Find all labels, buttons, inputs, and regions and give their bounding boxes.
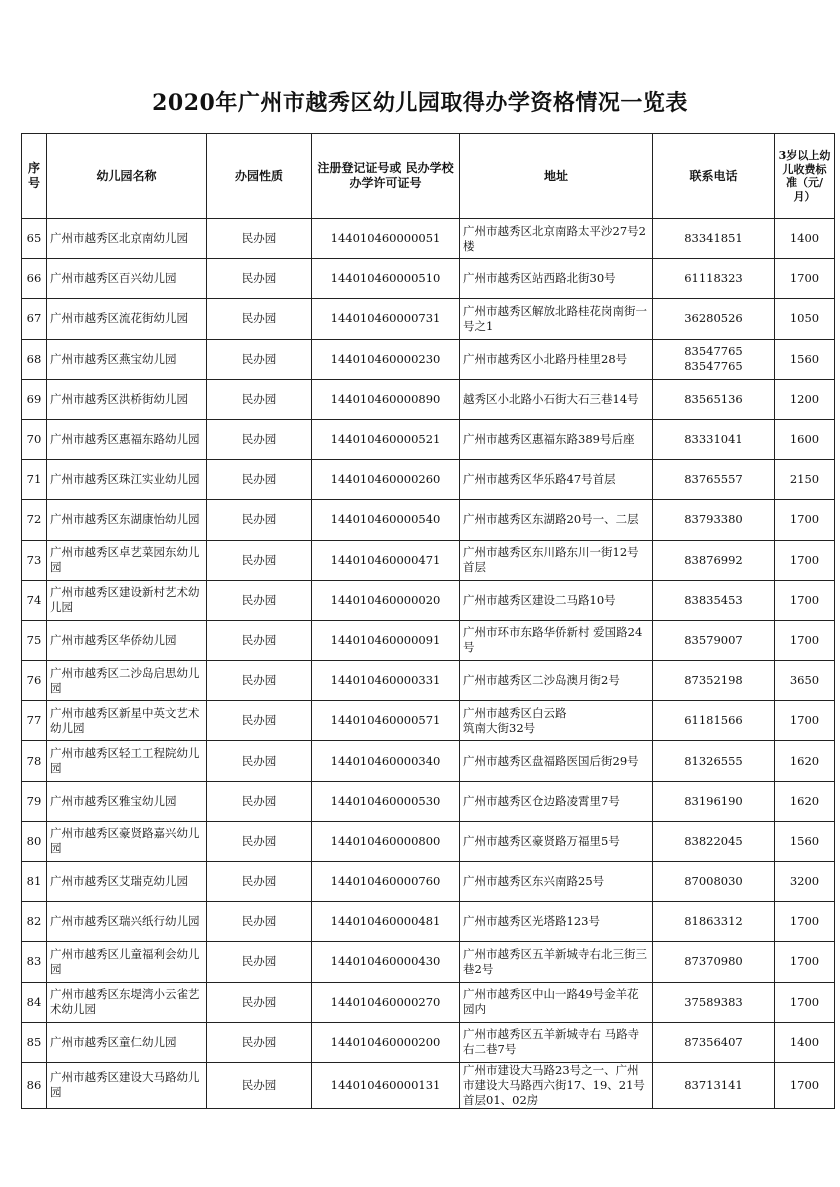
row-license: 144010460000260 <box>312 460 460 500</box>
row-fee: 1700 <box>775 580 835 620</box>
row-type: 民办园 <box>207 379 312 419</box>
kindergarten-table <box>21 133 835 1109</box>
row-seq: 73 <box>22 540 47 580</box>
table-row <box>22 701 835 741</box>
row-phone: 87370980 <box>653 942 775 982</box>
row-address: 越秀区小北路小石街大石三巷14号 <box>460 379 653 419</box>
row-phone: 83835453 <box>653 580 775 620</box>
row-type: 民办园 <box>207 701 312 741</box>
row-seq: 69 <box>22 379 47 419</box>
row-address: 广州市越秀区盘福路医国后街29号 <box>460 741 653 781</box>
row-phone: 83341851 <box>653 219 775 259</box>
table-row <box>22 500 835 540</box>
table-row <box>22 781 835 821</box>
row-type: 民办园 <box>207 1062 312 1108</box>
row-seq: 65 <box>22 219 47 259</box>
row-address: 广州市越秀区北京南路太平沙27号2楼 <box>460 219 653 259</box>
row-license: 144010460000800 <box>312 821 460 861</box>
row-fee: 1700 <box>775 620 835 660</box>
row-phone: 83547765 83547765 <box>653 339 775 379</box>
row-name: 广州市越秀区建设新村艺术幼儿园 <box>47 580 207 620</box>
table-row <box>22 661 835 701</box>
row-address: 广州市越秀区东湖路20号一、二层 <box>460 500 653 540</box>
row-seq: 75 <box>22 620 47 660</box>
row-phone: 87008030 <box>653 862 775 902</box>
row-type: 民办园 <box>207 821 312 861</box>
row-phone: 83565136 <box>653 379 775 419</box>
table-row <box>22 339 835 379</box>
row-phone: 87356407 <box>653 1022 775 1062</box>
row-phone: 81326555 <box>653 741 775 781</box>
row-license: 144010460000091 <box>312 620 460 660</box>
table-row <box>22 460 835 500</box>
row-phone: 83765557 <box>653 460 775 500</box>
row-name: 广州市越秀区燕宝幼儿园 <box>47 339 207 379</box>
row-fee: 1700 <box>775 701 835 741</box>
row-address: 广州市越秀区二沙岛澳月街2号 <box>460 661 653 701</box>
row-name: 广州市越秀区惠福东路幼儿园 <box>47 419 207 459</box>
row-fee: 1700 <box>775 259 835 299</box>
table-row <box>22 1062 835 1108</box>
row-type: 民办园 <box>207 982 312 1022</box>
row-fee: 1620 <box>775 781 835 821</box>
row-name: 广州市越秀区流花街幼儿园 <box>47 299 207 339</box>
row-license: 144010460000340 <box>312 741 460 781</box>
table-row <box>22 379 835 419</box>
row-fee: 1700 <box>775 902 835 942</box>
row-license: 144010460000200 <box>312 1022 460 1062</box>
row-phone: 83579007 <box>653 620 775 660</box>
table-row <box>22 1022 835 1062</box>
table-row <box>22 942 835 982</box>
row-address: 广州市越秀区华乐路47号首层 <box>460 460 653 500</box>
row-license: 144010460000530 <box>312 781 460 821</box>
row-address: 广州市越秀区中山一路49号金羊花园内 <box>460 982 653 1022</box>
row-name: 广州市越秀区建设大马路幼儿园 <box>47 1062 207 1108</box>
row-name: 广州市越秀区新星中英文艺术幼儿园 <box>47 701 207 741</box>
row-seq: 66 <box>22 259 47 299</box>
row-phone: 83713141 <box>653 1062 775 1108</box>
row-address: 广州市越秀区光塔路123号 <box>460 902 653 942</box>
header-type: 办园性质 <box>207 134 312 219</box>
table-row <box>22 299 835 339</box>
row-license: 144010460000571 <box>312 701 460 741</box>
row-license: 144010460000430 <box>312 942 460 982</box>
row-fee: 1700 <box>775 540 835 580</box>
row-type: 民办园 <box>207 460 312 500</box>
row-fee: 3650 <box>775 661 835 701</box>
row-type: 民办园 <box>207 500 312 540</box>
row-phone: 37589383 <box>653 982 775 1022</box>
row-address: 广州市建设大马路23号之一、广州市建设大马路西六街17、19、21号首层01、02房 <box>460 1062 653 1108</box>
row-license: 144010460000890 <box>312 379 460 419</box>
row-license: 144010460000331 <box>312 661 460 701</box>
row-seq: 76 <box>22 661 47 701</box>
row-seq: 67 <box>22 299 47 339</box>
row-type: 民办园 <box>207 580 312 620</box>
row-type: 民办园 <box>207 620 312 660</box>
row-license: 144010460000020 <box>312 580 460 620</box>
header-fee: 3岁以上幼儿收费标准（元/月） <box>775 134 835 219</box>
table-row <box>22 259 835 299</box>
row-name: 广州市越秀区雅宝幼儿园 <box>47 781 207 821</box>
row-address: 广州市越秀区白云路 筑南大街32号 <box>460 701 653 741</box>
table-row <box>22 862 835 902</box>
row-type: 民办园 <box>207 419 312 459</box>
row-seq: 86 <box>22 1062 47 1108</box>
row-fee: 1620 <box>775 741 835 781</box>
row-name: 广州市越秀区华侨幼儿园 <box>47 620 207 660</box>
row-type: 民办园 <box>207 339 312 379</box>
row-fee: 1560 <box>775 821 835 861</box>
row-phone: 83331041 <box>653 419 775 459</box>
row-fee: 1700 <box>775 942 835 982</box>
header-row <box>22 134 835 219</box>
row-fee: 1560 <box>775 339 835 379</box>
row-type: 民办园 <box>207 781 312 821</box>
row-type: 民办园 <box>207 661 312 701</box>
table-row <box>22 419 835 459</box>
row-license: 144010460000510 <box>312 259 460 299</box>
table-row <box>22 620 835 660</box>
table-row <box>22 580 835 620</box>
row-name: 广州市越秀区艾瑞克幼儿园 <box>47 862 207 902</box>
row-license: 144010460000230 <box>312 339 460 379</box>
row-name: 广州市越秀区卓艺菜园东幼儿园 <box>47 540 207 580</box>
header-phone: 联系电话 <box>653 134 775 219</box>
row-type: 民办园 <box>207 942 312 982</box>
row-seq: 77 <box>22 701 47 741</box>
row-license: 144010460000540 <box>312 500 460 540</box>
row-address: 广州市越秀区东兴南路25号 <box>460 862 653 902</box>
row-license: 144010460000471 <box>312 540 460 580</box>
row-phone: 83876992 <box>653 540 775 580</box>
header-seq: 序 号 <box>22 134 47 219</box>
row-fee: 1700 <box>775 500 835 540</box>
row-address: 广州市越秀区仓边路凌霄里7号 <box>460 781 653 821</box>
row-seq: 79 <box>22 781 47 821</box>
table-row <box>22 540 835 580</box>
row-fee: 1200 <box>775 379 835 419</box>
row-fee: 1700 <box>775 1062 835 1108</box>
row-license: 144010460000731 <box>312 299 460 339</box>
row-type: 民办园 <box>207 299 312 339</box>
row-name: 广州市越秀区二沙岛启思幼儿园 <box>47 661 207 701</box>
row-name: 广州市越秀区儿童福利会幼儿园 <box>47 942 207 982</box>
row-name: 广州市越秀区北京南幼儿园 <box>47 219 207 259</box>
row-name: 广州市越秀区珠江实业幼儿园 <box>47 460 207 500</box>
row-fee: 1400 <box>775 219 835 259</box>
row-seq: 81 <box>22 862 47 902</box>
table-row <box>22 902 835 942</box>
row-name: 广州市越秀区轻工工程院幼儿园 <box>47 741 207 781</box>
row-type: 民办园 <box>207 219 312 259</box>
table-row <box>22 821 835 861</box>
row-fee: 2150 <box>775 460 835 500</box>
row-license: 144010460000481 <box>312 902 460 942</box>
row-name: 广州市越秀区东湖康怡幼儿园 <box>47 500 207 540</box>
row-fee: 1050 <box>775 299 835 339</box>
table-row <box>22 219 835 259</box>
row-seq: 72 <box>22 500 47 540</box>
row-address: 广州市越秀区五羊新城寺右北三街三巷2号 <box>460 942 653 982</box>
row-license: 144010460000270 <box>312 982 460 1022</box>
row-address: 广州市越秀区小北路丹桂里28号 <box>460 339 653 379</box>
row-address: 广州市越秀区东川路东川一街12号首层 <box>460 540 653 580</box>
row-seq: 85 <box>22 1022 47 1062</box>
row-address: 广州市越秀区站西路北街30号 <box>460 259 653 299</box>
row-seq: 74 <box>22 580 47 620</box>
table-row <box>22 982 835 1022</box>
row-address: 广州市越秀区五羊新城寺右 马路寺右二巷7号 <box>460 1022 653 1062</box>
row-type: 民办园 <box>207 862 312 902</box>
row-type: 民办园 <box>207 540 312 580</box>
header-license: 注册登记证号或 民办学校办学许可证号 <box>312 134 460 219</box>
header-address: 地址 <box>460 134 653 219</box>
row-address: 广州市越秀区解放北路桂花岗南街一号之1 <box>460 299 653 339</box>
row-type: 民办园 <box>207 1022 312 1062</box>
table-row <box>22 741 835 781</box>
row-fee: 3200 <box>775 862 835 902</box>
row-fee: 1400 <box>775 1022 835 1062</box>
row-fee: 1700 <box>775 982 835 1022</box>
row-type: 民办园 <box>207 741 312 781</box>
row-name: 广州市越秀区豪贤路嘉兴幼儿园 <box>47 821 207 861</box>
page-title: 2020年广州市越秀区幼儿园取得办学资格情况一览表 <box>152 90 688 116</box>
row-name: 广州市越秀区童仁幼儿园 <box>47 1022 207 1062</box>
row-address: 广州市越秀区豪贤路万福里5号 <box>460 821 653 861</box>
row-name: 广州市越秀区东堤湾小云雀艺术幼儿园 <box>47 982 207 1022</box>
row-seq: 68 <box>22 339 47 379</box>
row-license: 144010460000131 <box>312 1062 460 1108</box>
row-seq: 78 <box>22 741 47 781</box>
row-address: 广州市环市东路华侨新村 爱国路24号 <box>460 620 653 660</box>
row-phone: 81863312 <box>653 902 775 942</box>
row-license: 144010460000051 <box>312 219 460 259</box>
row-name: 广州市越秀区洪桥街幼儿园 <box>47 379 207 419</box>
row-phone: 83196190 <box>653 781 775 821</box>
row-phone: 83793380 <box>653 500 775 540</box>
row-phone: 87352198 <box>653 661 775 701</box>
header-name: 幼儿园名称 <box>47 134 207 219</box>
row-phone: 61181566 <box>653 701 775 741</box>
row-type: 民办园 <box>207 259 312 299</box>
row-seq: 82 <box>22 902 47 942</box>
row-license: 144010460000521 <box>312 419 460 459</box>
row-phone: 61118323 <box>653 259 775 299</box>
row-phone: 83822045 <box>653 821 775 861</box>
row-seq: 83 <box>22 942 47 982</box>
row-address: 广州市越秀区建设二马路10号 <box>460 580 653 620</box>
row-seq: 80 <box>22 821 47 861</box>
row-name: 广州市越秀区百兴幼儿园 <box>47 259 207 299</box>
row-name: 广州市越秀区瑞兴纸行幼儿园 <box>47 902 207 942</box>
row-seq: 70 <box>22 419 47 459</box>
row-phone: 36280526 <box>653 299 775 339</box>
row-address: 广州市越秀区惠福东路389号后座 <box>460 419 653 459</box>
row-license: 144010460000760 <box>312 862 460 902</box>
row-seq: 84 <box>22 982 47 1022</box>
row-fee: 1600 <box>775 419 835 459</box>
row-type: 民办园 <box>207 902 312 942</box>
row-seq: 71 <box>22 460 47 500</box>
